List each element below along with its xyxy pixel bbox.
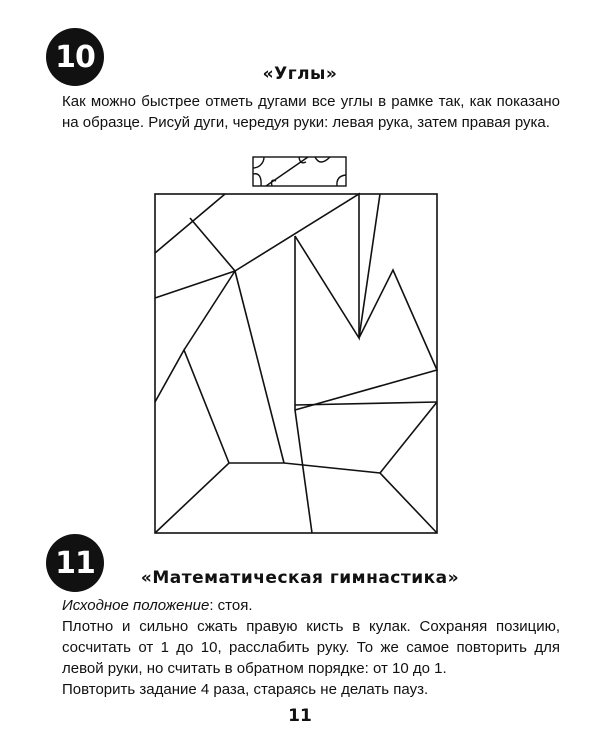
- task-11-step-1: Плотно и сильно сжать правую кисть в кулак. Сохраняя позицию, сосчитать от 1 до 10, расслабить руку. То же самое повторить для левой руки, но считать в обратном порядке: от 10 до 1.: [62, 618, 560, 677]
- page-number: 11: [288, 706, 312, 726]
- task-11-title: «Математическая гимнастика»: [140, 568, 460, 588]
- task-10-instruction: Как можно быстрее отметь дугами все углы в рамке так, как показано на образце. Рисуй дуги, чередуя руки: левая рука, затем правая рука.: [62, 93, 560, 131]
- angles-frame: [155, 194, 437, 533]
- task-number-badge-10: 10: [46, 28, 104, 86]
- sample-box: [253, 157, 346, 186]
- task-11-start-position: [62, 595, 560, 616]
- start-position-label: Исходное положение: [62, 597, 210, 614]
- task-11-step-2: Повторить задание 4 раза, стараясь не делать пауз.: [62, 681, 429, 698]
- task-number-badge-11: 11: [46, 534, 104, 592]
- start-position-value: : стоя.: [209, 597, 253, 614]
- task-10-title: «Углы»: [262, 64, 338, 84]
